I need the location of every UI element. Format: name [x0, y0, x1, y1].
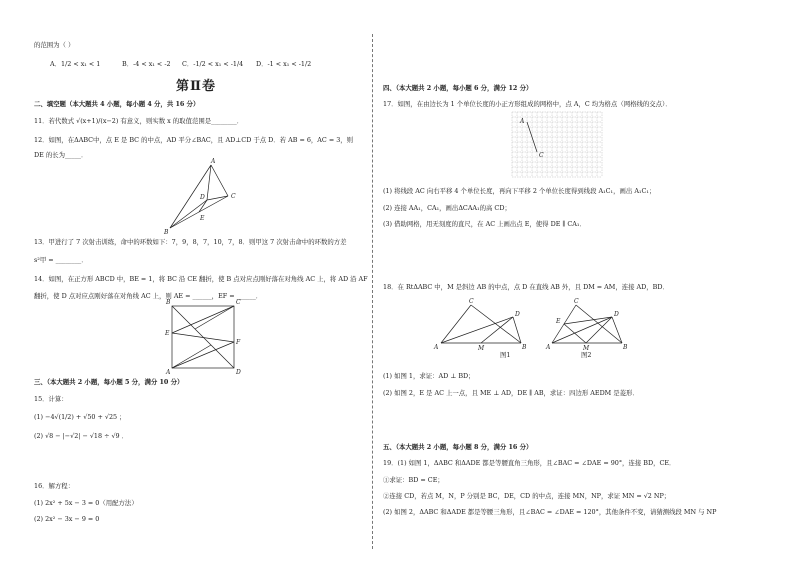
- label-a: A: [211, 158, 216, 165]
- part2-header: 二、填空题（本大题共 4 小题，每小题 4 分，共 16 分）: [34, 100, 200, 108]
- label-c: C: [231, 193, 236, 200]
- fig1-caption: 图1: [500, 351, 511, 359]
- label-a5: A: [546, 344, 551, 351]
- q14-figure: [164, 298, 244, 376]
- label-c4: C: [469, 298, 474, 305]
- label-c2: C: [236, 299, 241, 306]
- label-a3: A: [520, 118, 525, 125]
- q10-range-line: 的范围为（ ）: [34, 41, 75, 49]
- label-c3: C: [539, 152, 544, 159]
- q19-text: 19．(1) 如图 1，ΔABC 和ΔADE 都是等腰直角三角形，且∠BAC = ∠DAE = 90°，连接 BD，CE．: [383, 459, 676, 467]
- fig2-caption: 图2: [581, 351, 592, 359]
- label-b: B: [164, 229, 169, 236]
- q13-text-line2: s²甲 = ________．: [34, 256, 88, 264]
- label-d5: D: [614, 311, 619, 318]
- q19-part3: (2) 如图 2，ΔABC 和ΔADE 都是等腰三角形，且∠BAC = ∠DAE = 120°，其他条件不变，请猜测线段 MN 与 NP: [383, 508, 717, 516]
- q19-part1: ①求证：BD = CE；: [383, 476, 444, 484]
- q16-text: 16．解方程：: [34, 482, 75, 490]
- q15-text: 15．计算：: [34, 395, 68, 403]
- q18-part1: (1) 如图 1，求证：AD ⊥ BD；: [383, 372, 475, 380]
- q19-part2: ②连接 CD，若点 M，N，P 分别是 BC，DE，CD 的中点，连接 MN，NP，求证 MN = √2 NP；: [383, 492, 671, 500]
- q16-part1: (1) 2x² + 5x − 3 = 0（用配方法）: [34, 499, 138, 507]
- part5-header: 五、（本大题共 2 小题，每小题 8 分，满分 16 分）: [383, 443, 533, 451]
- q17-text: 17．如图，在由边长为 1 个单位长度的小正方形组成的网格中，点 A，C 均为格点（网格线的交点）．: [383, 100, 672, 108]
- label-e2: E: [165, 330, 170, 337]
- section-title: 第Ⅱ卷: [176, 79, 216, 94]
- q15-part2: (2) √8 − |−√2| − √18 ÷ √9 ．: [34, 432, 129, 440]
- label-f2: F: [236, 339, 241, 346]
- label-e5: E: [556, 318, 561, 325]
- label-d2: D: [236, 369, 241, 376]
- option-b: B．-4 < x₁ < -2: [122, 60, 171, 68]
- q15-part1: (1) −4√(1/2) + √50 + √25 ；: [34, 413, 126, 421]
- label-b2: B: [166, 299, 171, 306]
- q16-part2: (2) 2x² − 3x − 9 = 0: [34, 515, 100, 523]
- q18-text: 18．在 RtΔABC 中，M 是斜边 AB 的中点，点 D 在直线 AB 外，且 DM = AM，连接 AD，BD．: [383, 283, 669, 291]
- q17-part2: (2) 连接 AA₁，CA₁，画出ΔCAA₁的高 CD；: [383, 204, 511, 212]
- q17-part3: (3) 借助网格，用无刻度的直尺，在 AC 上画出点 E，使得 DE ∥ CA₁．: [383, 220, 586, 228]
- option-c: C．-1/2 < x₁ < -1/4: [182, 60, 244, 68]
- label-a2: A: [166, 369, 171, 376]
- q18-figure1: [433, 295, 533, 350]
- part3-header: 三、（本大题共 2 小题，每小题 5 分，满分 10 分）: [34, 378, 184, 386]
- part4-header: 四、（本大题共 2 小题，每小题 6 分，满分 12 分）: [383, 84, 533, 92]
- column-divider: [372, 34, 373, 549]
- option-d: D．-1 < x₁ < -1/2: [256, 60, 312, 68]
- q14-text-line2: 翻折，使 D 点对应点刚好落在对角线 AC 上，则 AE = ______，EF = ______．: [34, 292, 263, 300]
- label-d: D: [200, 194, 205, 201]
- q13-text-line1: 13．甲进行了 7 次射击训练，命中的环数如下：7，9，8，7，10，7，8．则甲这 7 次射击命中的环数的方差: [34, 238, 347, 246]
- label-m5: M: [583, 345, 590, 352]
- q12-figure: [164, 160, 274, 235]
- q17-part1: (1) 将线段 AC 向右平移 4 个单位长度，再向下平移 2 个单位长度得到线段 A₁C₁，画出 A₁C₁；: [383, 187, 656, 195]
- label-m4: M: [478, 345, 485, 352]
- q18-part2: (2) 如图 2，E 是 AC 上一点，且 ME ⊥ AD，DE ∥ AB，求证：四边形 AEDM 是菱形．: [383, 389, 639, 397]
- q17-grid-figure: [510, 110, 610, 180]
- q18-figure2: [546, 295, 631, 350]
- label-c5: C: [574, 298, 579, 305]
- option-a: A．1/2 < x₁ < 1: [50, 60, 101, 68]
- label-a4: A: [434, 344, 439, 351]
- label-d4: D: [515, 311, 520, 318]
- q11-text: 11．若代数式 √(x+1)/(x−2) 有意义，则实数 x 的取值范围是________．: [34, 117, 244, 125]
- q12-text-line1: 12．如图，在ΔABC中，点 E 是 BC 的中点，AD 平分∠BAC，且 AD⊥CD 于点 D．若 AB = 6，AC = 3，则: [34, 136, 354, 144]
- q12-text-line2: DE 的长为_____．: [34, 151, 88, 159]
- label-b5: B: [623, 344, 628, 351]
- label-b4: B: [522, 344, 527, 351]
- q14-text-line1: 14．如图，在正方形 ABCD 中，BE = 1，将 BC 沿 CE 翻折，使 B 点对应点刚好落在对角线 AC 上，将 AD 沿 AF: [34, 275, 368, 283]
- label-e: E: [200, 215, 205, 222]
